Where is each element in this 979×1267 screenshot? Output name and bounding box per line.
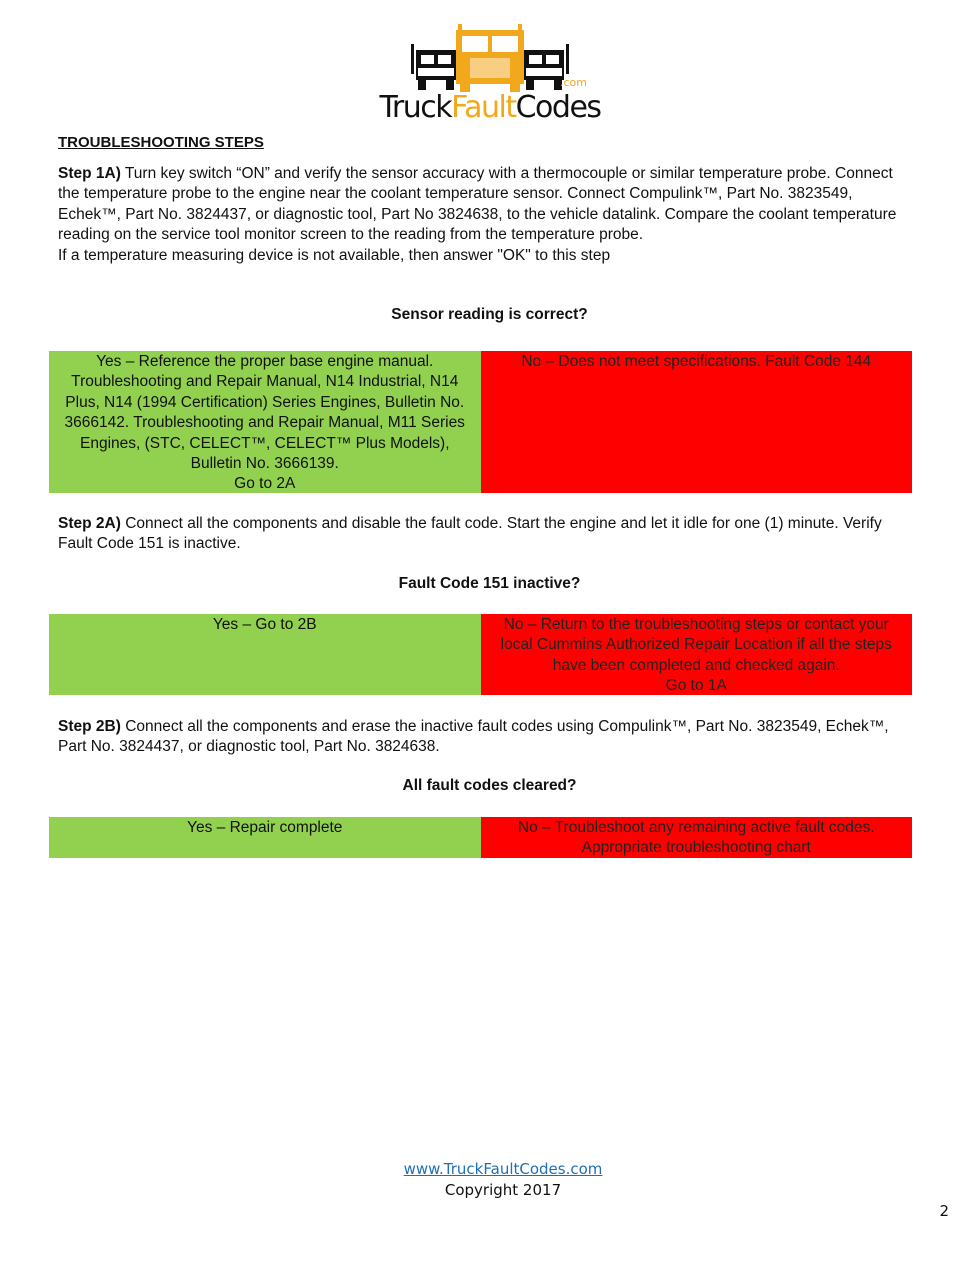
logo-text-truck: Truck — [379, 90, 452, 125]
step-2a-text: Connect all the components and disable the fault code. Start the engine and let it idle for one (1) minute. Verify Fault Code 151 is inactive. — [58, 515, 882, 553]
step-1a-no-text: No – Does not meet specifications. Fault Code 144 — [521, 353, 872, 370]
logo-text-fault: Fault — [451, 90, 516, 125]
step-1a-label: Step 1A) — [58, 165, 121, 182]
step-2b-yes-text: Yes – Repair complete — [187, 819, 343, 836]
step-1a-text: Turn key switch “ON” and verify the sensor accuracy with a thermocouple or similar temperature probe. Connect the temperature probe to the engine near the coolant temperature sensor. Connect Compulink™, Part No. 3823549, Echek™, Part No. 3824437, or diagnostic tool, Part No 3824638, to the vehicle datalink. Compare the coolant temperature reading on the service tool monitor screen to the reading from the temperature probe. — [58, 165, 897, 244]
step-2b-answers — [49, 817, 912, 858]
step-2b-paragraph — [58, 717, 918, 758]
step-2a-yes-cell — [49, 614, 481, 695]
step-1a-no-cell — [481, 351, 913, 493]
step-2a-yes-text: Yes – Go to 2B — [212, 616, 317, 633]
step-2a-label: Step 2A) — [58, 515, 121, 532]
footer-website-link[interactable]: www.TruckFaultCodes.com — [403, 1160, 603, 1178]
step-2b-question: All fault codes cleared? — [402, 777, 577, 794]
step-2b-text: Connect all the components and erase the inactive fault codes using Compulink™, Part No. 3823549, Echek™, Part No. 3824437, or diagnostic tool, Part No. 3824638. — [58, 718, 889, 756]
step-1a-text2: If a temperature measuring device is not available, then answer "OK" to this step — [58, 246, 611, 264]
step-1a-yes-goto: Go to 2A — [234, 475, 296, 493]
step-1a-paragraph — [58, 164, 918, 266]
step-2a-no-text: No – Return to the troubleshooting steps or contact your local Cummins Authorized Repair Location if all the steps have been completed and checked again. — [500, 616, 892, 674]
step-2b-no-text: No – Troubleshoot any remaining active fault codes. Appropriate troubleshooting chart — [517, 819, 875, 857]
step-2b-yes-cell — [49, 817, 481, 858]
step-2a-no-goto: Go to 1A — [665, 677, 727, 695]
step-1a-yes-text: Yes – Reference the proper base engine manual. Troubleshooting and Repair Manual, N14 Industrial, N14 Plus, N14 (1994 Certification) Series Engines, Bulletin No. 3666142. Troubleshooting and Repair Manual, M11 Series Engines, (STC, CELECT™, CELECT™ Plus Models), Bulletin No. 3666139. — [64, 353, 465, 473]
step-2b-label: Step 2B) — [58, 718, 121, 735]
step-1a-yes-cell — [49, 351, 481, 493]
page-number: 2 — [939, 1202, 949, 1220]
logo-wordmark — [378, 90, 602, 126]
logo-text-codes: Codes — [515, 90, 601, 125]
step-2a-question: Fault Code 151 inactive? — [398, 575, 581, 592]
site-logo — [378, 22, 602, 128]
footer-copyright: Copyright 2017 — [444, 1181, 562, 1199]
step-1a-answers — [49, 351, 912, 493]
logo-com: .com — [560, 76, 587, 89]
step-2a-no-cell — [481, 614, 913, 695]
step-2a-paragraph — [58, 514, 918, 555]
step-2a-answers — [49, 614, 912, 695]
section-title: TROUBLESHOOTING STEPS — [58, 134, 264, 151]
step-2b-no-cell — [481, 817, 913, 858]
step-1a-question: Sensor reading is correct? — [391, 306, 588, 323]
